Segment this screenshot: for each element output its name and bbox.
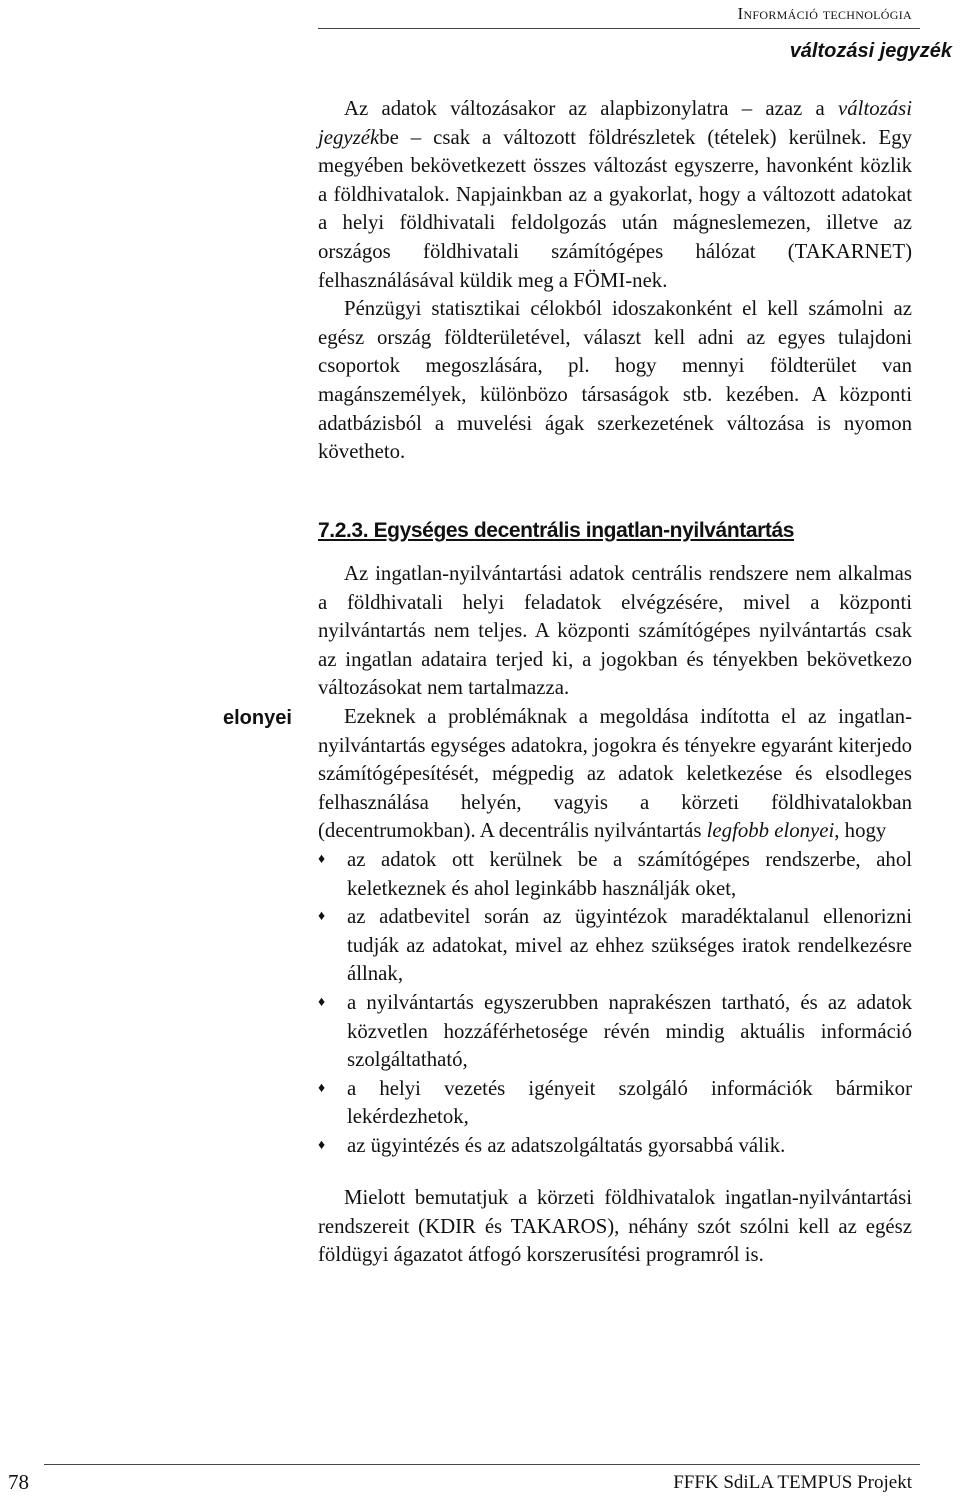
list-item: ♦ az ügyintézés és az adatszolgáltatás gyorsabbá válik. [318,1132,912,1161]
list-item: ♦ az adatok ott kerülnek be a számítógépes rendszerbe, ahol keletkeznek és ahol leginkább használják oket, [318,847,912,900]
diamond-bullet-icon: ♦ [318,851,326,867]
emphasis-term: változási jegyzék [318,97,912,149]
section-body [318,560,912,1160]
diamond-bullet-icon: ♦ [318,1137,326,1153]
diamond-bullet-icon: ♦ [318,1080,326,1096]
paragraph-statisztika: Pénzügyi statisztikai célokból idoszakonként el kell számolni az egész ország földterületével, választ kell adni az egyes tulajdoni csoportok megoszlására, pl. hogy mennyi földterület van magánszemélyek, különbözo társaságok stb. kezében. A központi adatbázisból a muvelési ágak szerkezetének változása is nyomon követheto. [318,297,912,464]
advantages-list [318,846,912,1161]
running-header: Információ technológia [737,4,912,23]
paragraph-valtozasi-jegyzek: Az adatok változásakor az alapbizonylatra – azaz a változási jegyzékbe – csak a változott földrészletek (tételek) kerülnek. Egy megyében bekövetkezett összes változást egyszerre, havonként közlik a földhivatalok. Napjainkban az a gyakorlat, hogy a változott adatokat a helyi földhivatali feldolgozás után mágneslemezen, illetve az országos földhivatali számítógépes hálózat (TAKARNET) felhasználásával küldik meg a FÖMI-nek. [318,97,912,292]
page-number: 78 [8,1470,29,1494]
header-divider [318,28,920,29]
margin-keyword-elonyei: elonyei [223,707,292,729]
diamond-bullet-icon: ♦ [318,909,326,925]
footer-divider [44,1464,920,1465]
section-heading: 7.2.3. Egységes decentrális ingatlan-nyilvántartás [318,519,795,542]
list-item: ♦ a helyi vezetés igényeit szolgáló információk bármikor lekérdezhetok, [318,1076,912,1129]
paragraph-centralis: Az ingatlan-nyilvántartási adatok centrális rendszere nem alkalmas a földhivatali helyi feladatok elvégzésére, mivel a központi nyilvántartás nem teljes. A központi számítógépes nyilvántartás csak az ingatlan adataira terjed ki, a jogokban és tényekben bekövetkezo változásokat nem tartalmazza. [318,562,912,700]
closing-block [318,1184,912,1270]
paragraph-closing: Mielott bemutatjuk a körzeti földhivatalok ingatlan-nyilvántartási rendszereit (KDIR és TAKAROS), néhány szót szólni kell az egész földügyi ágazatot átfogó korszerusítési programról is. [318,1186,912,1267]
footer-project: FFFK SdiLA TEMPUS Projekt [673,1472,912,1493]
emphasis-term: legfobb elonyei [706,819,835,843]
margin-keyword-valtozasi-jegyzek: változási jegyzék [789,40,952,62]
list-item: ♦ az adatbevitel során az ügyintézok maradéktalanul ellenorizni tudják az adatokat, mivel az ehhez szükséges iratok rendelkezésre állnak, [318,905,912,986]
paragraph-decentralis: Ezeknek a problémáknak a megoldása indította el az ingatlan-nyilvántartás egységes adatokra, jogokra és tényekre egyaránt kiterjedo számítógépesítését, mégpedig az adatok keletkezése és elsodleges felhasználása helyén, vagyis a körzeti földhivatalokban (decentrumokban). A decentrális nyilvántartás legfobb elonyei, hogy [318,704,912,843]
list-item: ♦ a nyilvántartás egyszerubben naprakészen tartható, és az adatok közvetlen hozzáférhetosége révén mindig aktuális információ szolgáltatható, [318,990,912,1072]
diamond-bullet-icon: ♦ [318,994,326,1010]
intro-block [318,95,912,467]
